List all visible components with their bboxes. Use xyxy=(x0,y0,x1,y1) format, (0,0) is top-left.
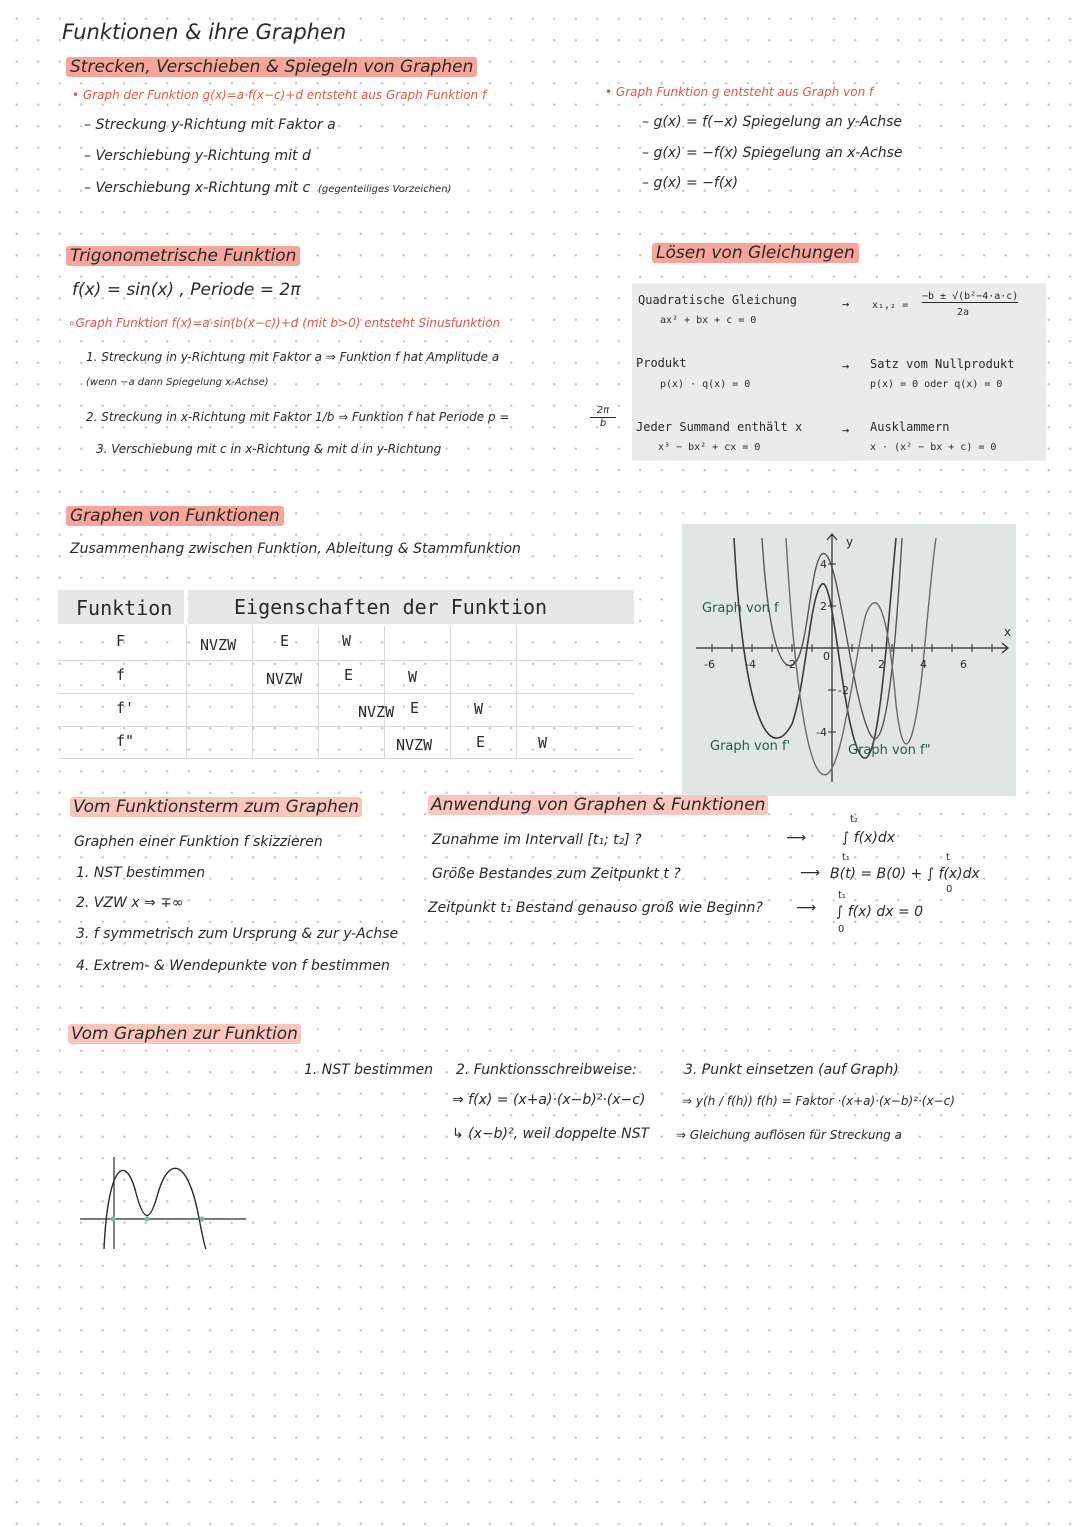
vom-graphen-line-2b: ⇒ y(h / f(h)) f(h) = Faktor ·(x+a)·(x−b)²·(x−c) xyxy=(682,1094,955,1108)
anwendung-arrow-3: ⟶ xyxy=(796,900,817,916)
equations-box xyxy=(632,283,1046,461)
left-item-2: – Verschiebung y-Richtung mit d xyxy=(84,148,311,164)
eq-row-1-denominator: 2a xyxy=(957,307,970,318)
table-cell: NVZW xyxy=(358,703,395,721)
eq-row-1-form: ax² + bx + c = 0 xyxy=(660,315,757,326)
eq-row-1-name: Quadratische Gleichung xyxy=(638,293,797,307)
table-cell: NVZW xyxy=(266,670,303,688)
label-graph-f1: Graph von f' xyxy=(710,739,791,754)
integral-3-lower: 0 xyxy=(838,924,845,935)
eq-row-1-numerator: −b ± √(b²−4·a·c) xyxy=(922,291,1019,302)
eq-row-1-arrow: → xyxy=(842,297,850,311)
example-sketch-svg xyxy=(78,1153,248,1253)
eq-row-2-method2: p(x) = 0 oder q(x) = 0 xyxy=(870,379,1003,390)
table-row-label-f: f xyxy=(116,666,126,684)
sketch-curve xyxy=(104,1168,206,1249)
table-cell: E xyxy=(476,733,486,751)
eq-row-3-arrow: → xyxy=(842,423,850,437)
trig-intro: ∘Graph Funktion f(x)=a·sin(b(x−c))+d (mit b>0) entsteht Sinusfunktion xyxy=(68,316,501,330)
table-cell: NVZW xyxy=(200,636,237,654)
page-title: Funktionen & ihre Graphen xyxy=(62,20,347,44)
funktionsterm-item-4: 3. f symmetrisch zum Ursprung & zur y-Achse xyxy=(76,926,399,942)
period-numerator: 2π xyxy=(590,405,616,418)
left-note: (gegenteiliges Vorzeichen) xyxy=(318,184,452,195)
trig-item-1: 1. Streckung in y-Richtung mit Faktor a ⇒ Funktion f hat Amplitude a xyxy=(86,350,500,364)
sketch-root xyxy=(200,1217,205,1222)
integral-1-upper: t₂ xyxy=(850,814,858,825)
left-item-1: – Streckung y-Richtung mit Faktor a xyxy=(84,117,336,133)
trig-item-2: 2. Streckung in x-Richtung mit Faktor 1/b ⇒ Funktion f hat Periode p = xyxy=(86,410,510,424)
eq-row-2-name: Produkt xyxy=(636,356,687,370)
table-cell: W xyxy=(408,668,418,686)
vom-graphen-step-2: 2. Funktionsschreibweise: xyxy=(456,1062,637,1078)
curve-f-double-prime xyxy=(786,538,936,775)
right-item-1: – g(x) = f(−x) Spiegelung an y-Achse xyxy=(642,114,903,130)
right-intro: • Graph Funktion g entsteht aus Graph von f xyxy=(605,85,874,99)
table-cell: W xyxy=(342,632,352,650)
label-graph-f: Graph von f xyxy=(702,601,779,616)
y-tick-label: 4 xyxy=(820,558,827,571)
eq-row-1-method: x₁,₂ = xyxy=(872,300,909,311)
integral-1-lower: t₁ xyxy=(842,852,850,863)
left-intro: • Graph der Funktion g(x)=a·f(x−c)+d entsteht aus Graph Funktion f xyxy=(72,88,487,102)
x-axis-label: x xyxy=(1004,625,1012,639)
vom-graphen-line-2a: ⇒ f(x) = (x+a)·(x−b)²·(x−c) xyxy=(452,1092,646,1108)
label-graph-f2: Graph von f" xyxy=(848,743,931,758)
function-graph-svg xyxy=(682,524,1016,796)
vom-graphen-step-1: 1. NST bestimmen xyxy=(304,1062,434,1078)
section-heading-graphen: Graphen von Funktionen xyxy=(66,506,284,526)
eq-row-2-form: p(x) · q(x) = 0 xyxy=(660,379,751,390)
table-cell: E xyxy=(410,699,420,717)
x-tick-label: -4 xyxy=(745,658,756,671)
x-tick-label: 2 xyxy=(878,658,885,671)
funktionsterm-item-3: 2. VZW x ⇒ ∓∞ xyxy=(76,895,184,911)
anwendung-arrow-2: ⟶ xyxy=(800,865,821,881)
right-item-2: – g(x) = −f(x) Spiegelung an x-Achse xyxy=(642,145,903,161)
table-row-label-F: F xyxy=(116,632,126,650)
x-tick-label: -6 xyxy=(704,658,715,671)
x-tick-label: 4 xyxy=(920,658,927,671)
funktionsterm-item-1: Graphen einer Funktion f skizzieren xyxy=(74,834,323,850)
anwendung-result-2: B(t) = B(0) + ∫ f(x)dx xyxy=(830,866,980,882)
y-tick-label: 2 xyxy=(820,600,827,613)
sketch-root xyxy=(111,1217,116,1222)
right-item-3: – g(x) = −f(x) xyxy=(642,175,739,191)
table-header-properties: Eigenschaften der Funktion xyxy=(234,595,548,619)
anwendung-item-3: Zeitpunkt t₁ Bestand genauso groß wie Beginn? xyxy=(428,900,763,916)
x-tick-label: 0 xyxy=(823,650,830,663)
table-cell: E xyxy=(280,632,290,650)
table-header-function: Funktion xyxy=(76,596,173,620)
integral-2-upper: t xyxy=(946,852,950,863)
table-cell: W xyxy=(538,734,548,752)
funktionsterm-item-5: 4. Extrem- & Wendepunkte von f bestimmen xyxy=(76,958,390,974)
eq-row-3-method: Ausklammern xyxy=(870,420,950,434)
example-sketch xyxy=(78,1153,248,1257)
anwendung-result-1: ∫ f(x)dx xyxy=(842,830,896,846)
trig-item-3: 3. Verschiebung mit c in x-Richtung & mit d in y-Richtung xyxy=(96,442,442,456)
anwendung-result-3: ∫ f(x) dx = 0 xyxy=(836,904,924,920)
left-item-3: – Verschiebung x-Richtung mit c xyxy=(84,180,311,196)
eq-row-3-form: x³ − bx² + cx = 0 xyxy=(658,442,761,453)
x-tick-label: 6 xyxy=(960,658,967,671)
table-row-label-f1: f' xyxy=(116,699,135,717)
table-cell: NVZW xyxy=(396,736,433,754)
trig-item-1-note: (wenn −a dann Spiegelung x-Achse) xyxy=(86,377,269,388)
anwendung-item-2: Größe Bestandes zum Zeitpunkt t ? xyxy=(432,866,681,882)
sketch-root xyxy=(145,1217,150,1222)
anwendung-item-1: Zunahme im Intervall [t₁; t₂] ? xyxy=(432,832,642,848)
section-heading-vom-graphen: Vom Graphen zur Funktion xyxy=(68,1024,301,1044)
eq-row-2-method: Satz vom Nullprodukt xyxy=(870,357,1015,371)
function-graph xyxy=(682,524,1016,796)
table-cell: W xyxy=(474,700,484,718)
x-tick-label: -2 xyxy=(785,658,796,671)
anwendung-arrow-1: ⟶ xyxy=(786,830,807,846)
vom-graphen-line-3a: ↳ (x−b)², weil doppelte NST xyxy=(452,1126,650,1142)
period-denominator: b xyxy=(599,418,607,429)
trig-formula: f(x) = sin(x) , Periode = 2π xyxy=(72,280,301,300)
eq-row-3-method2: x · (x² − bx + c) = 0 xyxy=(870,442,997,453)
y-axis-label: y xyxy=(846,535,854,549)
period-fraction xyxy=(590,405,616,430)
eq-row-2-arrow: → xyxy=(842,359,850,373)
vom-graphen-step-3: 3. Punkt einsetzen (auf Graph) xyxy=(684,1062,899,1078)
y-tick-label: -2 xyxy=(838,684,849,697)
table-cell: E xyxy=(344,666,354,684)
integral-3-upper: t₁ xyxy=(838,890,846,901)
section-heading-trig: Trigonometrische Funktion xyxy=(66,246,300,266)
section-heading-anwendung: Anwendung von Graphen & Funktionen xyxy=(428,795,768,815)
y-tick-label: -4 xyxy=(816,726,827,739)
vom-graphen-line-3b: ⇒ Gleichung auflösen für Streckung a xyxy=(676,1128,902,1142)
table-row-label-f2: f" xyxy=(116,732,135,750)
section-heading-funktionsterm: Vom Funktionsterm zum Graphen xyxy=(70,797,362,817)
eq-row-3-name: Jeder Summand enthält x xyxy=(636,420,803,434)
funktionsterm-item-2: 1. NST bestimmen xyxy=(76,865,206,881)
graphen-subheading: Zusammenhang zwischen Funktion, Ableitung & Stammfunktion xyxy=(70,541,521,557)
section-heading-strecken: Strecken, Verschieben & Spiegeln von Graphen xyxy=(66,57,477,77)
integral-2-lower: 0 xyxy=(946,884,953,895)
section-heading-gleichungen: Lösen von Gleichungen xyxy=(652,243,859,263)
